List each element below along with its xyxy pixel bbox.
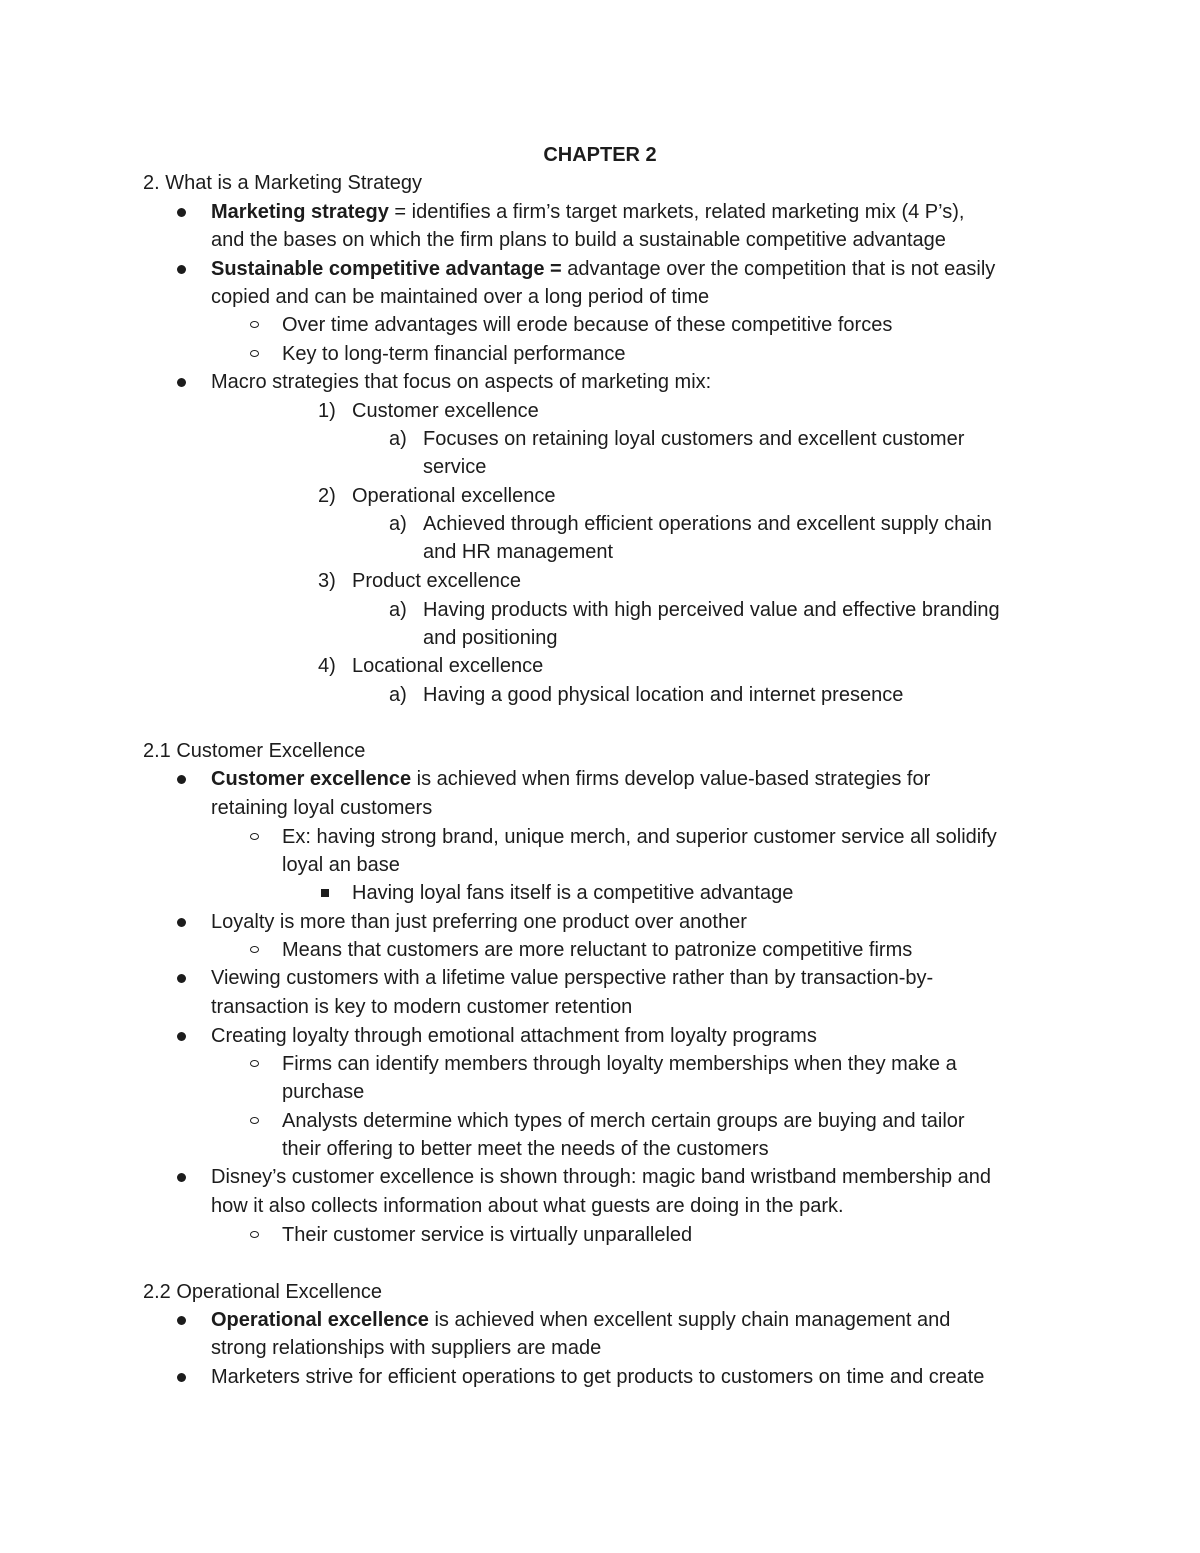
bullet-disc-icon — [177, 1316, 186, 1325]
bullet-marketing-strategy — [211, 198, 964, 226]
list-letter: a) — [389, 599, 407, 621]
sub-bullet: Means that customers are more reluctant to patronize competitive firms — [282, 939, 913, 961]
term-operational-excellence: Operational excellence — [211, 1309, 429, 1331]
sub-bullet-continuation: their offering to better meet the needs of the customers — [282, 1138, 769, 1160]
bullet-disc-icon — [177, 1373, 186, 1382]
term-customer-excellence: Customer excellence — [211, 768, 412, 790]
bullet-circle-icon — [250, 946, 259, 953]
lettered-item: Achieved through efficient operations and excellent supply chain — [423, 513, 992, 535]
bullet-circle-icon — [250, 833, 259, 840]
bullet-loyalty-programs: Creating loyalty through emotional attachment from loyalty programs — [211, 1025, 817, 1047]
bullet-circle-icon — [250, 1117, 259, 1124]
list-letter: a) — [389, 428, 407, 450]
numbered-item: Customer excellence — [352, 400, 539, 422]
bullet-disc-icon — [177, 265, 186, 274]
bullet-disc-icon — [177, 918, 186, 927]
bullet-circle-icon — [250, 321, 259, 328]
list-number: 3) — [318, 570, 336, 592]
bullet-continuation: and the bases on which the firm plans to build a sustainable competitive advantage — [211, 229, 946, 251]
bullet-efficient-operations: Marketers strive for efficient operations to get products to customers on time and create — [211, 1366, 985, 1388]
bullet-circle-icon — [250, 1231, 259, 1238]
bullet-text: is achieved when excellent supply chain management and — [428, 1309, 951, 1331]
sub-sub-bullet: Having loyal fans itself is a competitive advantage — [352, 882, 794, 904]
bullet-disc-icon — [177, 974, 186, 983]
bullet-text: is achieved when firms develop value-based strategies for — [411, 768, 931, 790]
list-number: 2) — [318, 485, 336, 507]
bullet-disney: Disney’s customer excellence is shown through: magic band wristband membership and — [211, 1166, 992, 1188]
lettered-item-continuation: and positioning — [423, 627, 558, 649]
sub-bullet: Analysts determine which types of merch certain groups are buying and tailor — [282, 1110, 965, 1132]
bullet-operational-excellence — [211, 1306, 950, 1334]
bullet-disc-icon — [177, 208, 186, 217]
bullet-disc-icon — [177, 378, 186, 387]
lettered-item-continuation: and HR management — [423, 541, 614, 563]
bullet-sustainable-advantage — [211, 255, 995, 283]
sub-bullet: Over time advantages will erode because of these competitive forces — [282, 314, 893, 336]
bullet-disc-icon — [177, 1032, 186, 1041]
sub-bullet: Ex: having strong brand, unique merch, and superior customer service all solidify — [282, 826, 997, 848]
bullet-customer-excellence — [211, 765, 930, 793]
bullet-continuation: how it also collects information about what guests are doing in the park. — [211, 1195, 844, 1217]
bullet-loyalty: Loyalty is more than just preferring one product over another — [211, 911, 747, 933]
bullet-continuation: strong relationships with suppliers are made — [211, 1337, 602, 1359]
bullet-continuation: transaction is key to modern customer retention — [211, 996, 633, 1018]
sub-bullet-continuation: loyal an base — [282, 854, 400, 876]
bullet-disc-icon — [177, 775, 186, 784]
term-marketing-strategy: Marketing strategy — [211, 201, 389, 223]
section-heading-marketing-strategy: 2. What is a Marketing Strategy — [143, 172, 423, 194]
lettered-item: Focuses on retaining loyal customers and excellent customer — [423, 428, 965, 450]
term-sustainable-advantage: Sustainable competitive advantage = — [211, 258, 562, 280]
bullet-square-icon — [321, 889, 329, 897]
list-letter: a) — [389, 513, 407, 535]
sub-bullet: Key to long-term financial performance — [282, 343, 626, 365]
sub-bullet: Their customer service is virtually unparalleled — [282, 1224, 693, 1246]
numbered-item: Product excellence — [352, 570, 521, 592]
numbered-item: Locational excellence — [352, 655, 544, 677]
lettered-item: Having products with high perceived value and effective branding — [423, 599, 1000, 621]
section-heading-operational-excellence: 2.2 Operational Excellence — [143, 1281, 383, 1303]
numbered-item: Operational excellence — [352, 485, 556, 507]
bullet-lifetime-value: Viewing customers with a lifetime value perspective rather than by transaction-by- — [211, 967, 934, 989]
list-number: 1) — [318, 400, 336, 422]
chapter-title: CHAPTER 2 — [543, 144, 657, 166]
sub-bullet: Firms can identify members through loyalty memberships when they make a — [282, 1053, 957, 1075]
bullet-continuation: retaining loyal customers — [211, 797, 433, 819]
lettered-item-continuation: service — [423, 456, 487, 478]
bullet-disc-icon — [177, 1173, 186, 1182]
list-letter: a) — [389, 684, 407, 706]
bullet-text: advantage over the competition that is not easily — [561, 258, 996, 280]
bullet-circle-icon — [250, 350, 259, 357]
list-number: 4) — [318, 655, 336, 677]
section-heading-customer-excellence: 2.1 Customer Excellence — [143, 740, 366, 762]
bullet-text: = identifies a firm’s target markets, related marketing mix (4 P’s), — [388, 201, 965, 223]
lettered-item: Having a good physical location and internet presence — [423, 684, 904, 706]
bullet-continuation: copied and can be maintained over a long period of time — [211, 286, 710, 308]
bullet-macro-strategies: Macro strategies that focus on aspects of marketing mix: — [211, 371, 712, 393]
bullet-circle-icon — [250, 1060, 259, 1067]
sub-bullet-continuation: purchase — [282, 1081, 365, 1103]
